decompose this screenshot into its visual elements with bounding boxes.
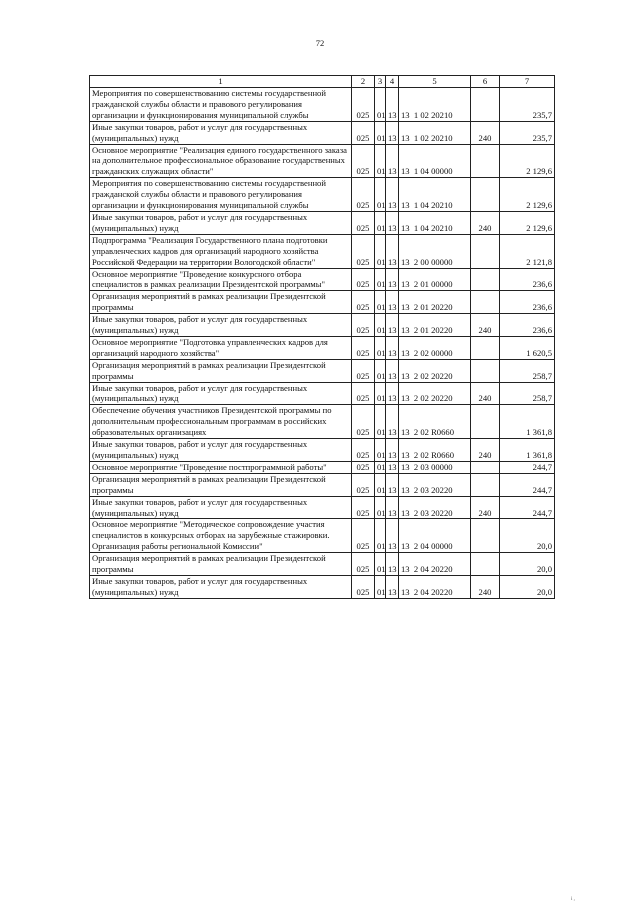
table-row (90, 359, 555, 382)
section-cell: 01 (375, 575, 386, 598)
code-cell: 025 (352, 144, 375, 178)
code-cell: 025 (352, 314, 375, 337)
subsection-cell: 13 (386, 291, 399, 314)
row-name-cell: Иные закупки товаров, работ и услуг для государственных (муниципальных) нужд (90, 575, 352, 598)
target-article-cell: 13 2 00 00000 (399, 234, 471, 268)
subsection-cell: 13 (386, 553, 399, 576)
expense-type-cell (471, 144, 500, 178)
table-row (90, 121, 555, 144)
amount-cell: 20,0 (500, 575, 555, 598)
target-article-cell: 13 1 04 00000 (399, 144, 471, 178)
code-cell: 025 (352, 234, 375, 268)
target-article-cell: 13 2 02 00000 (399, 336, 471, 359)
table-row (90, 553, 555, 576)
row-name-cell: Основное мероприятие "Подготовка управленческих кадров для организаций народного хозяйства" (90, 336, 352, 359)
header-cell: 1 (90, 76, 352, 88)
amount-cell: 258,7 (500, 382, 555, 405)
amount-cell: 2 129,6 (500, 211, 555, 234)
section-cell: 01 (375, 519, 386, 553)
expense-type-cell (471, 336, 500, 359)
target-article-cell: 13 2 02 R0660 (399, 405, 471, 439)
table-row (90, 382, 555, 405)
target-article-cell: 13 1 02 20210 (399, 121, 471, 144)
row-name-cell: Основное мероприятие "Реализация единого государственного заказа на дополнительное профессиональное образование государственных гражданских служащих области" (90, 144, 352, 178)
subsection-cell: 13 (386, 496, 399, 519)
subsection-cell: 13 (386, 439, 399, 462)
row-name-cell: Подпрограмма "Реализация Государственного плана подготовки управленческих кадров для организаций народного хозяйства Российской Федерации на территории Вологодской области" (90, 234, 352, 268)
subsection-cell: 13 (386, 336, 399, 359)
subsection-cell: 13 (386, 268, 399, 291)
amount-cell: 2 129,6 (500, 144, 555, 178)
expense-type-cell: 240 (471, 121, 500, 144)
table-row (90, 405, 555, 439)
table-row (90, 234, 555, 268)
expense-type-cell (471, 234, 500, 268)
target-article-cell: 13 2 04 00000 (399, 519, 471, 553)
subsection-cell: 13 (386, 519, 399, 553)
target-article-cell: 13 2 04 20220 (399, 575, 471, 598)
amount-cell: 258,7 (500, 359, 555, 382)
header-cell: 6 (471, 76, 500, 88)
table-row (90, 314, 555, 337)
amount-cell: 1 620,5 (500, 336, 555, 359)
target-article-cell: 13 2 02 20220 (399, 359, 471, 382)
subsection-cell: 13 (386, 234, 399, 268)
section-cell: 01 (375, 473, 386, 496)
section-cell: 01 (375, 359, 386, 382)
table-row (90, 519, 555, 553)
table-row (90, 291, 555, 314)
header-cell: 7 (500, 76, 555, 88)
target-article-cell: 13 2 04 20220 (399, 553, 471, 576)
amount-cell: 2 129,6 (500, 178, 555, 212)
target-article-cell: 13 2 01 20220 (399, 291, 471, 314)
row-name-cell: Иные закупки товаров, работ и услуг для государственных (муниципальных) нужд (90, 314, 352, 337)
code-cell: 025 (352, 405, 375, 439)
amount-cell: 235,7 (500, 88, 555, 122)
target-article-cell: 13 2 03 20220 (399, 473, 471, 496)
table-row (90, 211, 555, 234)
header-cell: 5 (399, 76, 471, 88)
expense-type-cell (471, 88, 500, 122)
subsection-cell: 13 (386, 461, 399, 473)
expense-type-cell (471, 519, 500, 553)
expense-type-cell: 240 (471, 439, 500, 462)
section-cell: 01 (375, 211, 386, 234)
code-cell: 025 (352, 359, 375, 382)
header-cell: 3 (375, 76, 386, 88)
amount-cell: 236,6 (500, 291, 555, 314)
expense-type-cell: 240 (471, 211, 500, 234)
row-name-cell: Организация мероприятий в рамках реализации Президентской программы (90, 473, 352, 496)
expense-type-cell: 240 (471, 496, 500, 519)
row-name-cell: Организация мероприятий в рамках реализации Президентской программы (90, 553, 352, 576)
row-name-cell: Основное мероприятие "Проведение постпрограммной работы" (90, 461, 352, 473)
subsection-cell: 13 (386, 144, 399, 178)
amount-cell: 1 361,8 (500, 405, 555, 439)
code-cell: 025 (352, 473, 375, 496)
section-cell: 01 (375, 439, 386, 462)
section-cell: 01 (375, 336, 386, 359)
expense-type-cell (471, 291, 500, 314)
target-article-cell: 13 2 03 20220 (399, 496, 471, 519)
target-article-cell: 13 2 02 R0660 (399, 439, 471, 462)
expense-type-cell (471, 553, 500, 576)
table-row (90, 439, 555, 462)
subsection-cell: 13 (386, 405, 399, 439)
section-cell: 01 (375, 268, 386, 291)
expense-type-cell: 240 (471, 575, 500, 598)
header-cell: 2 (352, 76, 375, 88)
code-cell: 025 (352, 519, 375, 553)
code-cell: 025 (352, 553, 375, 576)
section-cell: 01 (375, 553, 386, 576)
table-row (90, 496, 555, 519)
amount-cell: 20,0 (500, 519, 555, 553)
subsection-cell: 13 (386, 382, 399, 405)
target-article-cell: 13 2 02 20220 (399, 382, 471, 405)
section-cell: 01 (375, 314, 386, 337)
row-name-cell: Мероприятия по совершенствованию системы государственной гражданской службы области и правового регулирования организации и функционирования муниципальной службы (90, 178, 352, 212)
subsection-cell: 13 (386, 314, 399, 337)
amount-cell: 244,7 (500, 473, 555, 496)
code-cell: 025 (352, 121, 375, 144)
target-article-cell: 13 1 04 20210 (399, 178, 471, 212)
section-cell: 01 (375, 88, 386, 122)
target-article-cell: 13 2 03 00000 (399, 461, 471, 473)
target-article-cell: 13 2 01 20220 (399, 314, 471, 337)
code-cell: 025 (352, 336, 375, 359)
table-row (90, 88, 555, 122)
amount-cell: 20,0 (500, 553, 555, 576)
row-name-cell: Организация мероприятий в рамках реализации Президентской программы (90, 359, 352, 382)
row-name-cell: Иные закупки товаров, работ и услуг для государственных (муниципальных) нужд (90, 439, 352, 462)
section-cell: 01 (375, 405, 386, 439)
expense-type-cell (471, 359, 500, 382)
code-cell: 025 (352, 88, 375, 122)
section-cell: 01 (375, 461, 386, 473)
expense-type-cell (471, 268, 500, 291)
section-cell: 01 (375, 234, 386, 268)
target-article-cell: 13 2 01 00000 (399, 268, 471, 291)
table-row (90, 268, 555, 291)
code-cell: 025 (352, 439, 375, 462)
table-row (90, 178, 555, 212)
row-name-cell: Организация мероприятий в рамках реализации Президентской программы (90, 291, 352, 314)
code-cell: 025 (352, 268, 375, 291)
section-cell: 01 (375, 178, 386, 212)
row-name-cell: Основное мероприятие "Проведение конкурсного отбора специалистов в рамках реализации Президентской программы" (90, 268, 352, 291)
expense-type-cell (471, 473, 500, 496)
amount-cell: 1 361,8 (500, 439, 555, 462)
subsection-cell: 13 (386, 575, 399, 598)
row-name-cell: Иные закупки товаров, работ и услуг для государственных (муниципальных) нужд (90, 496, 352, 519)
row-name-cell: Иные закупки товаров, работ и услуг для государственных (муниципальных) нужд (90, 382, 352, 405)
section-cell: 01 (375, 121, 386, 144)
code-cell: 025 (352, 382, 375, 405)
section-cell: 01 (375, 291, 386, 314)
amount-cell: 244,7 (500, 496, 555, 519)
subsection-cell: 13 (386, 121, 399, 144)
row-name-cell: Иные закупки товаров, работ и услуг для государственных (муниципальных) нужд (90, 121, 352, 144)
subsection-cell: 13 (386, 473, 399, 496)
code-cell: 025 (352, 211, 375, 234)
expense-type-cell: 240 (471, 382, 500, 405)
budget-table (89, 75, 555, 599)
subsection-cell: 13 (386, 359, 399, 382)
table-row (90, 144, 555, 178)
corner-mark: i , (571, 897, 575, 902)
amount-cell: 2 121,8 (500, 234, 555, 268)
page-number: 72 (315, 38, 325, 48)
amount-cell: 236,6 (500, 268, 555, 291)
amount-cell: 244,7 (500, 461, 555, 473)
code-cell: 025 (352, 291, 375, 314)
expense-type-cell: 240 (471, 314, 500, 337)
row-name-cell: Обеспечение обучения участников Президентской программы по дополнительным профессиональным программам в российских образовательных организациях (90, 405, 352, 439)
table-row (90, 461, 555, 473)
row-name-cell: Иные закупки товаров, работ и услуг для государственных (муниципальных) нужд (90, 211, 352, 234)
row-name-cell: Мероприятия по совершенствованию системы государственной гражданской службы области и правового регулирования организации и функционирования муниципальной службы (90, 88, 352, 122)
code-cell: 025 (352, 575, 375, 598)
amount-cell: 235,7 (500, 121, 555, 144)
target-article-cell: 13 1 02 20210 (399, 88, 471, 122)
section-cell: 01 (375, 382, 386, 405)
header-cell: 4 (386, 76, 399, 88)
amount-cell: 236,6 (500, 314, 555, 337)
subsection-cell: 13 (386, 178, 399, 212)
code-cell: 025 (352, 496, 375, 519)
expense-type-cell (471, 405, 500, 439)
row-name-cell: Основное мероприятие "Методическое сопровождение участия специалистов в конкурсных отборах на зарубежные стажировки. Организация работы региональной Комиссии" (90, 519, 352, 553)
expense-type-cell (471, 461, 500, 473)
table-row (90, 473, 555, 496)
section-cell: 01 (375, 496, 386, 519)
table-row (90, 336, 555, 359)
table-row (90, 575, 555, 598)
subsection-cell: 13 (386, 88, 399, 122)
code-cell: 025 (352, 178, 375, 212)
table-header-row (90, 76, 555, 88)
subsection-cell: 13 (386, 211, 399, 234)
target-article-cell: 13 1 04 20210 (399, 211, 471, 234)
expense-type-cell (471, 178, 500, 212)
code-cell: 025 (352, 461, 375, 473)
section-cell: 01 (375, 144, 386, 178)
